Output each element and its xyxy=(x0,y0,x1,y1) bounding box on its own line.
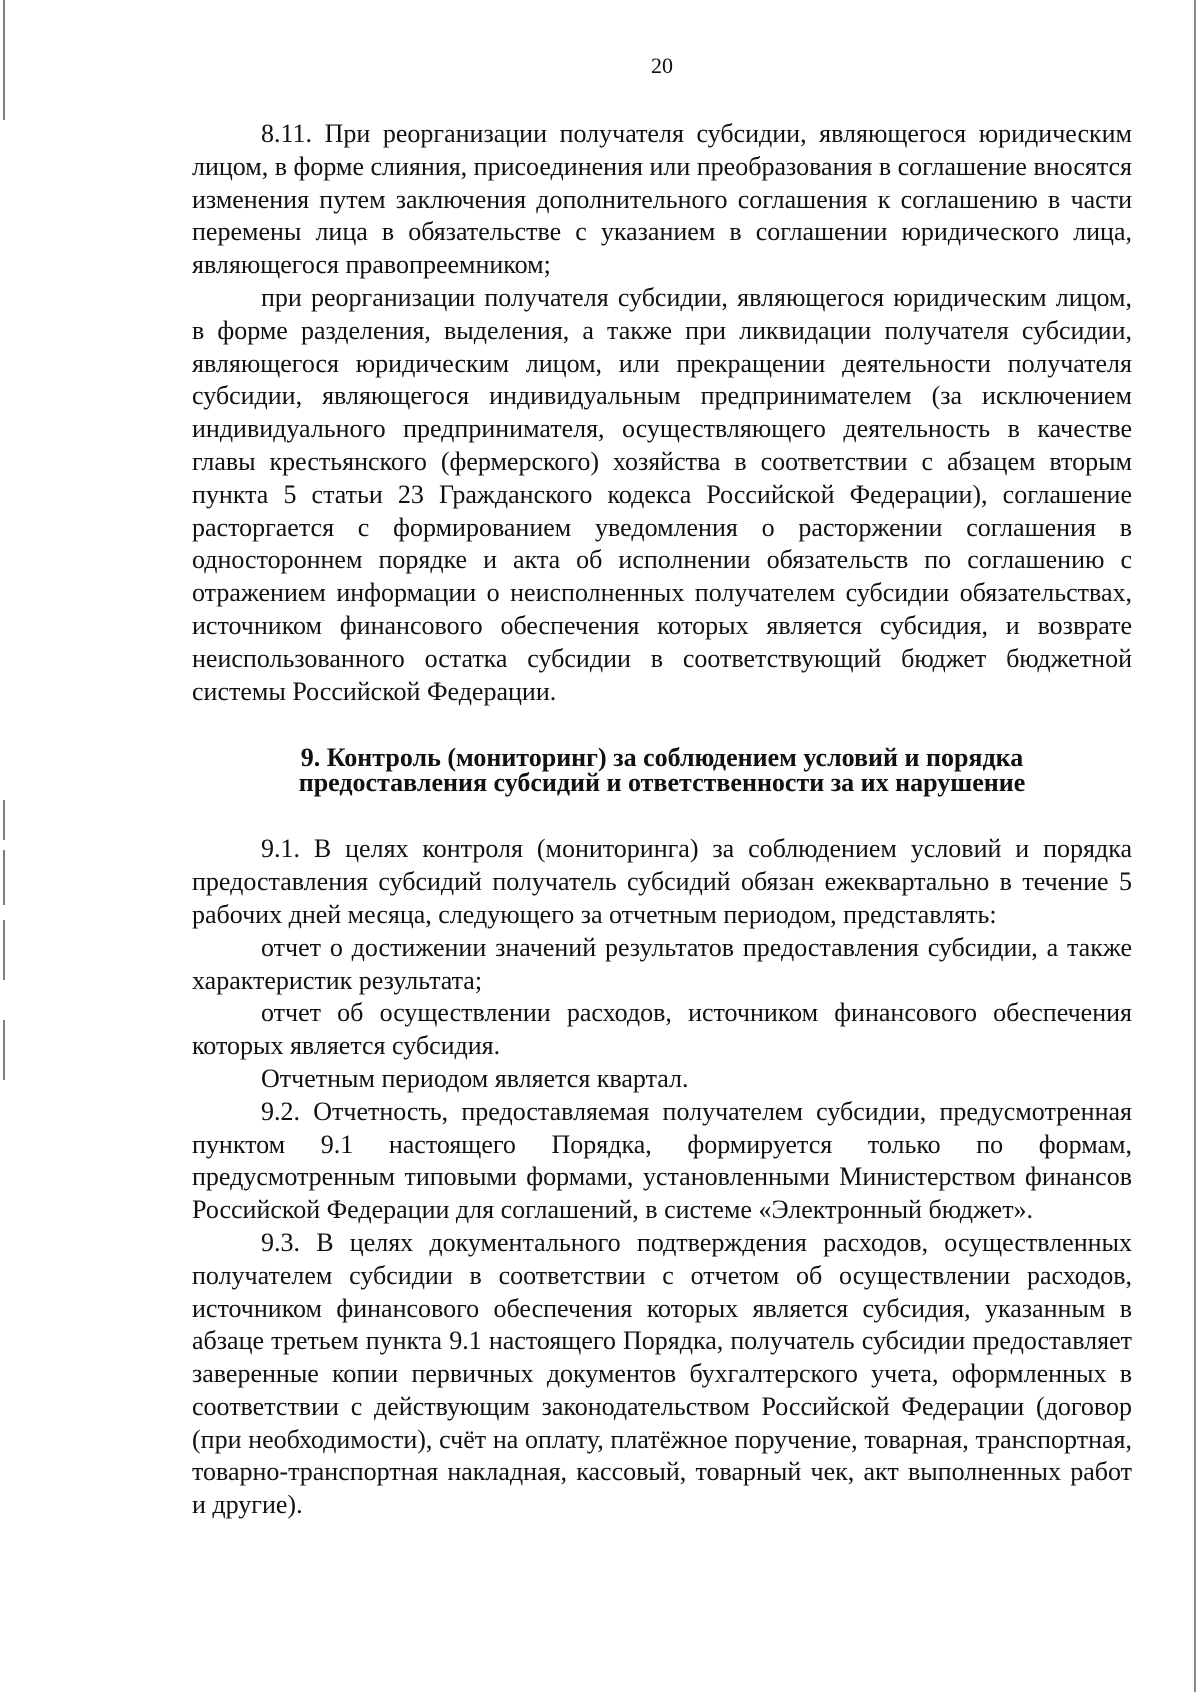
scan-edge-right xyxy=(1194,0,1196,1692)
paragraph-8-11: 8.11. При реорганизации получателя субсидии, являющегося юридическим лицом, в форме слияния, присоединения или преобразования в соглашение вносятся изменения путем заключения дополнительного соглашения к соглашению в части перемены лица в обязательстве с указанием в соглашении юридического лица, являющегося правопреемником; xyxy=(192,119,1132,280)
scan-edge-left xyxy=(3,1020,5,1080)
paragraph-9-2: 9.2. Отчетность, предоставляемая получателем субсидии, предусмотренная пунктом 9.1 настоящего Порядка, формируется только по формам, предусмотренным типовыми формами, установленными Министерством финансов Российской Федерации для соглашений, в системе «Электронный бюджет». xyxy=(192,1096,1132,1225)
scan-edge-left xyxy=(3,800,5,840)
paragraph-8-11-reorganization: при реорганизации получателя субсидии, являющегося юридическим лицом, в форме разделения, выделения, а также при ликвидации получателя субсидии, являющегося юридическим лицом, или прекращении деятельности получателя субсидии, являющегося индивидуальным предпринимателем (за исключением индивидуального предпринимателя, осуществляющего деятельность в качестве главы крестьянского (фермерского) хозяйства в соответствии с абзацем вторым пункта 5 статьи 23 Гражданского кодекса Российской Федерации), соглашение расторгается с формированием уведомления о расторжении соглашения в одностороннем порядке и акта об исполнении обязательств по соглашению с отражением информации о неисполненных получателем субсидии обязательствах, источником финансового обеспечения которых является субсидия, и возврате неиспользованного остатка субсидии в соответствующий бюджет бюджетной системы Российской Федерации. xyxy=(192,282,1132,706)
paragraph-9-1: 9.1. В целях контроля (мониторинга) за соблюдением условий и порядка предоставления субсидий получатель субсидий обязан ежеквартально в течение 5 рабочих дней месяца, следующего за отчетным периодом, представлять: xyxy=(192,834,1132,929)
section-9-heading xyxy=(192,743,1132,798)
scan-edge-left xyxy=(3,920,5,980)
section-9-heading-line-1: 9. Контроль (мониторинг) за соблюдением условий и порядка xyxy=(300,743,1024,773)
section-9-heading-line-2: предоставления субсидий и ответственности за их нарушение xyxy=(298,768,1026,798)
paragraph-9-1-reporting-period: Отчетным периодом является квартал. xyxy=(261,1063,689,1093)
page-number: 20 xyxy=(651,53,673,78)
scan-edge-left xyxy=(3,850,5,905)
paragraph-9-3: 9.3. В целях документального подтверждения расходов, осуществленных получателем субсидии в соответствии с отчетом об осуществлении расходов, источником финансового обеспечения которых является субсидия, указанным в абзаце третьем пункта 9.1 настоящего Порядка, получатель субсидии предоставляет заверенные копии первичных документов бухгалтерского учета, оформленных в соответствии с действующим законодательством Российской Федерации (договор (при необходимости), счёт на оплату, платёжное поручение, товарная, транспортная, товарно-транспортная накладная, кассовый, товарный чек, акт выполненных работ и другие). xyxy=(192,1227,1132,1520)
document-body xyxy=(192,118,1132,1522)
paragraph-9-1-report-results: отчет о достижении значений результатов предоставления субсидии, а также характеристик результата; xyxy=(192,932,1132,995)
paragraph-9-1-report-expenses: отчет об осуществлении расходов, источником финансового обеспечения которых является субсидия. xyxy=(192,998,1132,1061)
